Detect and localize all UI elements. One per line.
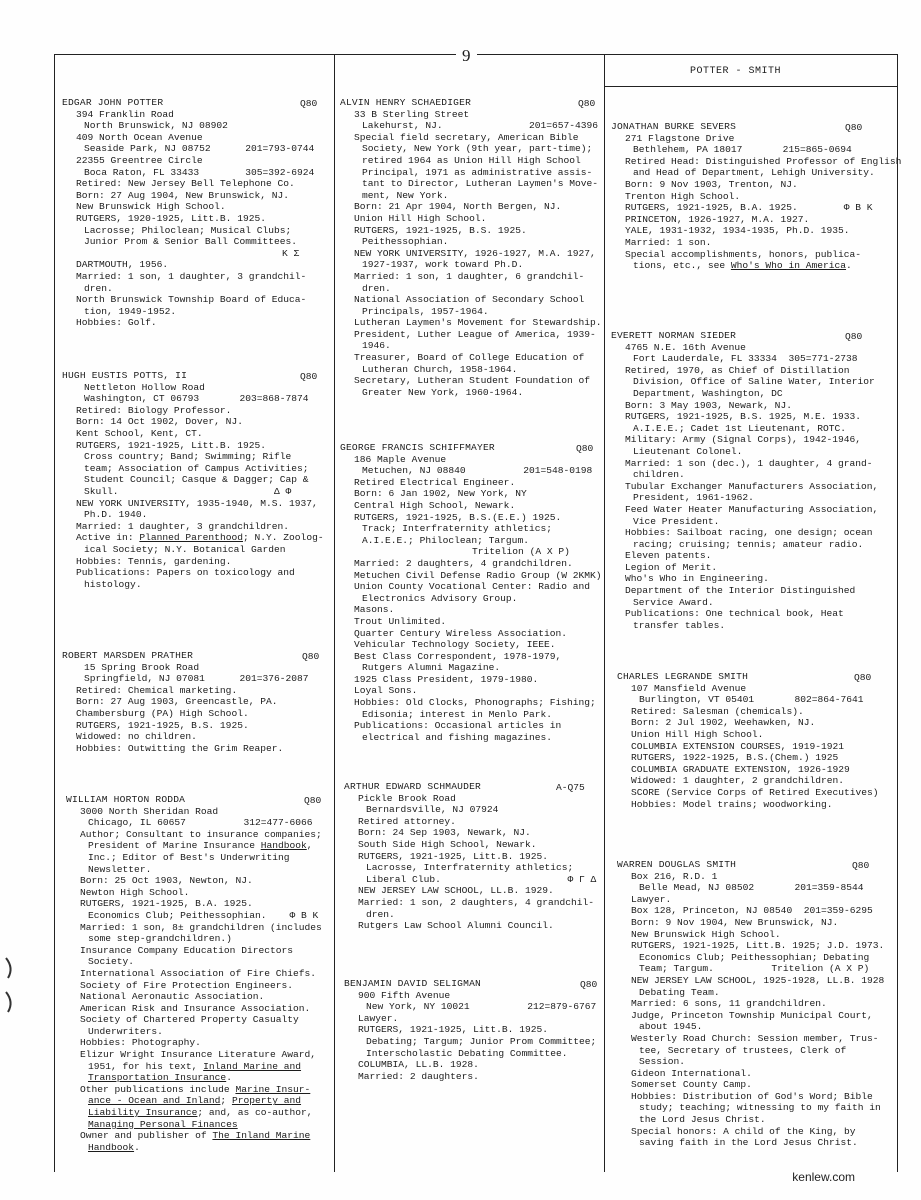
entry-line: tions, etc., see Who's Who in America.	[633, 260, 852, 272]
entry-line: Belle Mead, NJ 08502 201=359-8544	[639, 882, 864, 894]
entry-line: Springfield, NJ 07081 201=376-2087	[84, 673, 309, 685]
entry-name: WARREN DOUGLAS SMITH	[617, 859, 737, 870]
entry-line: Hobbies: Model trains; woodworking.	[631, 798, 833, 810]
entry-line: Vehicular Technology Society, IEEE.	[354, 639, 556, 651]
entry-line: Lutheran Laymen's Movement for Stewardship.	[354, 317, 602, 329]
entry-line: North Brunswick, NJ 08902	[84, 120, 228, 132]
entry-line: Union Hill High School.	[354, 212, 487, 224]
entry-line: Lawyer.	[631, 893, 672, 905]
entry-line: Nettleton Hollow Road	[84, 381, 205, 393]
entry-sieder-everett	[611, 330, 878, 631]
class-code: Q80	[580, 979, 598, 990]
entry-line: Inc.; Editor of Best's Underwriting	[88, 851, 290, 863]
entry-line: Department, Washington, DC	[633, 387, 783, 399]
entry-line: Secretary, Lutheran Student Foundation of	[354, 375, 591, 387]
entry-line: Married: 1 son (dec.), 1 daughter, 4 grand-	[625, 457, 873, 469]
entry-line: Westerly Road Church: Session member, Trus-	[631, 1032, 879, 1044]
entry-line: Hobbies: Golf.	[76, 317, 157, 329]
watermark: kenlew.com	[792, 1170, 855, 1184]
entry-name: HUGH EUSTIS POTTS, II	[62, 370, 188, 381]
entry-line: Handbook.	[88, 1141, 140, 1153]
entry-line: Tritelion (A X P)	[472, 546, 570, 558]
binding-mark-2	[6, 992, 11, 1012]
entry-line: and Head of Department, Lehigh University.	[633, 167, 875, 179]
entry-line: Born: 9 Nov 1904, New Brunswick, NJ.	[631, 916, 839, 928]
entry-line: 15 Spring Brook Road	[84, 661, 200, 673]
entry-line: Central High School, Newark.	[354, 499, 516, 511]
entry-line: Underwriters.	[88, 1025, 163, 1037]
entry-seligman-benjamin	[344, 978, 596, 1082]
entry-line: Box 128, Princeton, NJ 08540 201=359-6295	[631, 905, 873, 917]
entry-line: Chambersburg (PA) High School.	[76, 707, 249, 719]
entry-line: Feed Water Heater Manufacturing Association,	[625, 503, 879, 515]
entry-line: Division, Office of Saline Water, Interior	[633, 376, 875, 388]
entry-schmauder-arthur	[344, 781, 596, 932]
entry-line: 1927-1937, work toward Ph.D.	[362, 259, 524, 271]
entry-name: JONATHAN BURKE SEVERS	[611, 121, 737, 132]
entry-line: 394 Franklin Road	[76, 108, 174, 120]
running-head: POTTER - SMITH	[690, 66, 782, 77]
entry-line: 107 Mansfield Avenue	[631, 682, 747, 694]
entry-potts-hugh	[62, 370, 324, 590]
entry-line: Born: 6 Jan 1902, New York, NY	[354, 488, 527, 500]
entry-line: Special accomplishments, honors, publica-	[625, 248, 862, 260]
entry-line: Economics Club; Peithessophian. Φ B K	[88, 909, 319, 921]
entry-line: Legion of Merit.	[625, 561, 718, 573]
entry-line: K Σ	[282, 247, 300, 259]
entry-line: YALE, 1931-1932, 1934-1935, Ph.D. 1935.	[625, 225, 850, 237]
class-code: Q80	[302, 651, 320, 662]
entry-line: Lutheran Church, 1958-1964.	[362, 363, 518, 375]
entry-line: RUTGERS, 1921-1925, B.S. 1925.	[76, 719, 249, 731]
entry-line: retired 1964 as Union Hill High School	[362, 154, 581, 166]
entry-line: Lacrosse; Philoclean; Musical Clubs;	[84, 224, 292, 236]
entry-line: Principals, 1957-1964.	[362, 305, 489, 317]
entry-line: Newsletter.	[88, 863, 152, 875]
entry-line: Metuchen Civil Defense Radio Group (W 2KMK)	[354, 569, 602, 581]
entry-line: study; teaching; witnessing to my faith in	[639, 1102, 881, 1114]
entry-line: Publications: One technical book, Heat	[625, 608, 844, 620]
entry-line: Lacrosse, Interfraternity athletics;	[366, 862, 574, 874]
entry-line: RUTGERS, 1921-1925, Litt.B. 1925; J.D. 1973.	[631, 940, 885, 952]
class-code: Q80	[300, 98, 318, 109]
entry-line: ical Society; N.Y. Botanical Garden	[84, 543, 286, 555]
entry-line: ance - Ocean and Inland; Property and	[88, 1095, 302, 1107]
entry-line: Special honors: A child of the King, by	[631, 1125, 856, 1137]
entry-line: NEW YORK UNIVERSITY, 1926-1927, M.A. 1927,	[354, 247, 596, 259]
entry-line: Trout Unlimited.	[354, 615, 447, 627]
entry-line: Washington, CT 06793 203=868-7874	[84, 393, 309, 405]
class-code: Q80	[304, 795, 322, 806]
entry-line: Lawyer.	[358, 1012, 399, 1024]
entry-line: Union County Vocational Center: Radio and	[354, 581, 591, 593]
entry-line: Retired Head: Distinguished Professor of English	[625, 155, 902, 167]
entry-line: New York, NY 10021 212=879-6767	[366, 1001, 597, 1013]
entry-name: ALVIN HENRY SCHAEDIGER	[340, 97, 472, 108]
entry-line: Skull. Δ Φ	[84, 485, 292, 497]
page-edge-left	[54, 54, 55, 1172]
entry-line: RUTGERS, 1921-1925, Litt.B. 1925.	[358, 1024, 548, 1036]
entry-line: Married: 1 son, 2 daughters, 4 grandchil-	[358, 896, 595, 908]
entry-line: 271 Flagstone Drive	[625, 132, 735, 144]
entry-line: Married: 2 daughters.	[358, 1070, 479, 1082]
entry-line: Born: 24 Sep 1903, Newark, NJ.	[358, 827, 531, 839]
entry-line: Managing Personal Finances	[88, 1118, 238, 1130]
entry-line: Burlington, VT 05401 802=864-7641	[639, 694, 864, 706]
entry-line: PRINCETON, 1926-1927, M.A. 1927.	[625, 213, 810, 225]
entry-rodda-william	[66, 794, 322, 1153]
entry-line: Born: 21 Apr 1904, North Bergen, NJ.	[354, 201, 562, 213]
entry-line: Metuchen, NJ 08840 201=548-0198	[362, 465, 593, 477]
class-code: Q80	[578, 98, 596, 109]
entry-line: Hobbies: Distribution of God's Word; Bible	[631, 1090, 873, 1102]
entry-line: dren.	[84, 282, 113, 294]
entry-line: Hobbies: Outwitting the Grim Reaper.	[76, 742, 284, 754]
entry-line: Session.	[639, 1056, 686, 1068]
entry-line: Retired attorney.	[358, 815, 456, 827]
entry-line: Retired: Biology Professor.	[76, 404, 232, 416]
entry-smith-warren	[617, 859, 884, 1149]
entry-line: Active in: Planned Parenthood; N.Y. Zoolog-	[76, 532, 324, 544]
entry-severs-jonathan	[611, 121, 901, 272]
entry-line: Society.	[88, 956, 135, 968]
entry-line: Special field secretary, American Bible	[354, 131, 579, 143]
entry-line: RUTGERS, 1921-1925, B.S. 1925.	[354, 224, 527, 236]
entry-line: Best Class Correspondent, 1978-1979,	[354, 650, 562, 662]
entry-line: the Lord Jesus Christ.	[639, 1114, 766, 1126]
entry-line: Debating; Targum; Junior Prom Committee;	[366, 1035, 597, 1047]
entry-schiffmayer-george	[340, 442, 602, 743]
entry-line: RUTGERS, 1921-1925, B.S.(E.E.) 1925.	[354, 511, 562, 523]
entry-smith-charles	[617, 671, 879, 810]
entry-line: 33 B Sterling Street	[354, 108, 470, 120]
entry-line: COLUMBIA, LL.B. 1928.	[358, 1059, 479, 1071]
entry-line: American Risk and Insurance Association.	[80, 1002, 311, 1014]
entry-line: RUTGERS, 1921-1925, Litt.B. 1925.	[358, 850, 548, 862]
entry-line: Quarter Century Wireless Association.	[354, 627, 568, 639]
entry-line: Interscholastic Debating Committee.	[366, 1047, 568, 1059]
entry-line: Retired Electrical Engineer.	[354, 476, 516, 488]
entry-line: President, Luther League of America, 1939-	[354, 328, 596, 340]
entry-line: 1951, for his text, Inland Marine and	[88, 1060, 302, 1072]
entry-line: children.	[633, 469, 685, 481]
entry-line: Military: Army (Signal Corps), 1942-1946,	[625, 434, 862, 446]
entry-line: A.I.E.E.; Cadet 1st Lieutenant, ROTC.	[633, 422, 847, 434]
class-code: A-Q75	[556, 782, 585, 793]
entry-line: team; Association of Campus Activities;	[84, 462, 309, 474]
entry-line: electrical and fishing magazines.	[362, 731, 552, 743]
entry-line: Widowed: no children.	[76, 731, 197, 743]
entry-line: Student Council; Casque & Dagger; Cap &	[84, 474, 309, 486]
entry-line: South Side High School, Newark.	[358, 838, 537, 850]
entry-line: Publications: Papers on toxicology and	[76, 567, 295, 579]
entry-line: Vice President.	[633, 515, 720, 527]
entry-line: RUTGERS, 1920-1925, Litt.B. 1925.	[76, 212, 266, 224]
entry-line: Born: 3 May 1903, Newark, NJ.	[625, 399, 792, 411]
entry-line: Treasurer, Board of College Education of	[354, 352, 585, 364]
entry-line: Society of Chartered Property Casualty	[80, 1014, 299, 1026]
entry-line: Principal, 1971 as administrative assis-	[362, 166, 593, 178]
entry-line: Born: 2 Jul 1902, Weehawken, NJ.	[631, 717, 816, 729]
entry-line: Ph.D. 1940.	[84, 509, 148, 521]
entry-line: histology.	[84, 578, 142, 590]
entry-line: New Brunswick High School.	[631, 928, 781, 940]
entry-line: Masons.	[354, 604, 395, 616]
entry-line: Born: 9 Nov 1903, Trenton, NJ.	[625, 178, 798, 190]
entry-line: Hobbies: Photography.	[80, 1037, 201, 1049]
entry-line: Married: 1 son, 8± grandchildren (includes	[80, 921, 322, 933]
entry-line: Judge, Princeton Township Municipal Court,	[631, 1009, 873, 1021]
entry-line: Widowed: 1 daughter, 2 grandchildren.	[631, 775, 845, 787]
entry-line: Hobbies: Tennis, gardening.	[76, 555, 232, 567]
entry-line: Transportation Insurance.	[88, 1072, 232, 1084]
entry-line: Insurance Company Education Directors	[80, 944, 294, 956]
entry-line: Rutgers Alumni Magazine.	[362, 662, 501, 674]
entry-line: New Brunswick High School.	[76, 201, 226, 213]
entry-schaediger-alvin	[340, 97, 602, 398]
entry-name: GEORGE FRANCIS SCHIFFMAYER	[340, 442, 495, 453]
entry-line: 1946.	[362, 340, 391, 352]
entry-name: CHARLES LEGRANDE SMITH	[617, 671, 749, 682]
entry-line: DARTMOUTH, 1956.	[76, 259, 169, 271]
entry-line: tee, Secretary of trustees, Clerk of	[639, 1044, 847, 1056]
entry-line: NEW YORK UNIVERSITY, 1935-1940, M.S. 1937,	[76, 497, 318, 509]
entry-line: Junior Prom & Senior Ball Committees.	[84, 236, 298, 248]
entry-line: 186 Maple Avenue	[354, 453, 447, 465]
entry-line: Kent School, Kent, CT.	[76, 427, 203, 439]
entry-line: Retired: Chemical marketing.	[76, 684, 238, 696]
entry-line: Bernardsville, NJ 07924	[366, 804, 499, 816]
entry-line: Society of Fire Protection Engineers.	[80, 979, 294, 991]
entry-line: Fort Lauderdale, FL 33334 305=771-2738	[633, 353, 858, 365]
class-code: Q80	[854, 672, 872, 683]
entry-line: Eleven patents.	[625, 550, 712, 562]
entry-line: Seaside Park, NJ 08752 201=793-0744	[84, 143, 315, 155]
entry-line: Peithessophian.	[362, 236, 449, 248]
entry-line: Married: 2 daughters, 4 grandchildren.	[354, 557, 573, 569]
column-rule-left	[334, 54, 335, 1172]
entry-line: Liability Insurance; and, as co-author,	[88, 1107, 313, 1119]
entry-prather-robert	[62, 650, 320, 754]
entry-line: Newton High School.	[80, 886, 190, 898]
entry-line: dren.	[366, 908, 395, 920]
entry-line: National Aeronautic Association.	[80, 991, 265, 1003]
entry-line: Other publications include Marine Insur-	[80, 1083, 311, 1095]
entry-name: ROBERT MARSDEN PRATHER	[62, 650, 194, 661]
entry-line: Edisonia; interest in Menlo Park.	[362, 708, 552, 720]
entry-line: Married: 1 son.	[625, 236, 712, 248]
entry-line: some step-grandchildren.)	[88, 933, 232, 945]
entry-line: Tubular Exchanger Manufacturers Association,	[625, 480, 879, 492]
entry-line: Debating Team.	[639, 986, 720, 998]
entry-line: Married: 6 sons, 11 grandchildren.	[631, 998, 827, 1010]
entry-line: saving faith in the Lord Jesus Christ.	[639, 1137, 858, 1149]
entry-line: National Association of Secondary School	[354, 294, 585, 306]
entry-line: Married: 1 daughter, 3 grandchildren.	[76, 520, 290, 532]
entry-line: Team; Targum. Tritelion (A X P)	[639, 963, 870, 975]
entry-line: Boca Raton, FL 33433 305=392-6924	[84, 166, 315, 178]
entry-line: transfer tables.	[633, 619, 726, 631]
entry-line: Lieutenant Colonel.	[633, 445, 743, 457]
entry-line: President of Marine Insurance Handbook,	[88, 840, 313, 852]
entry-line: 3000 North Sheridan Road	[80, 805, 219, 817]
entry-line: Trenton High School.	[625, 190, 741, 202]
entry-line: North Brunswick Township Board of Educa-	[76, 294, 307, 306]
entry-line: Pickle Brook Road	[358, 792, 456, 804]
entry-line: Cross country; Band; Swimming; Rifle	[84, 451, 292, 463]
entry-potter-edgar	[62, 97, 318, 329]
entry-line: SCORE (Service Corps of Retired Executives)	[631, 786, 879, 798]
binding-mark-1	[6, 958, 11, 978]
entry-line: Publications: Occasional articles in	[354, 720, 562, 732]
entry-line: NEW JERSEY LAW SCHOOL, LL.B. 1929.	[358, 885, 554, 897]
entry-line: Rutgers Law School Alumni Council.	[358, 920, 554, 932]
entry-line: Married: 1 son, 1 daughter, 6 grandchil-	[354, 270, 585, 282]
entry-name: EVERETT NORMAN SIEDER	[611, 330, 737, 341]
entry-line: Retired: Salesman (chemicals).	[631, 705, 804, 717]
class-code: Q80	[852, 860, 870, 871]
entry-line: Who's Who in Engineering.	[625, 573, 769, 585]
entry-line: dren.	[362, 282, 391, 294]
entry-line: A.I.E.E.; Philoclean; Targum.	[362, 534, 529, 546]
entry-line: Society, New York (9th year, part-time);	[362, 143, 593, 155]
entry-line: Born: 25 Oct 1903, Newton, NJ.	[80, 875, 253, 887]
entry-line: COLUMBIA GRADUATE EXTENSION, 1926-1929	[631, 763, 850, 775]
entry-line: tant to Director, Lutheran Laymen's Move-	[362, 178, 599, 190]
head-underline	[604, 86, 898, 87]
entry-line: ment, New York.	[362, 189, 449, 201]
entry-line: racing; cruising; tennis; amateur radio.	[633, 538, 864, 550]
entry-line: Liberal Club. Φ Γ Δ	[366, 873, 597, 885]
entry-line: Lakehurst, NJ. 201=657-4396	[362, 120, 599, 132]
entry-line: tion, 1949-1952.	[84, 305, 177, 317]
entry-line: President, 1961-1962.	[633, 492, 754, 504]
entry-line: Hobbies: Old Clocks, Phonographs; Fishing;	[354, 697, 596, 709]
entry-line: RUTGERS, 1921-1925, B.A. 1925.	[80, 898, 253, 910]
entry-line: Born: 14 Oct 1902, Dover, NJ.	[76, 416, 243, 428]
entry-line: RUTGERS, 1921-1925, B.S. 1925, M.E. 1933.	[625, 411, 862, 423]
class-code: Q80	[845, 122, 863, 133]
entry-line: 900 Fifth Avenue	[358, 989, 451, 1001]
entry-line: Loyal Sons.	[354, 685, 418, 697]
entry-line: Economics Club; Peithessophian; Debating	[639, 951, 870, 963]
class-code: Q80	[845, 331, 863, 342]
entry-line: Married: 1 son, 1 daughter, 3 grandchil-	[76, 270, 307, 282]
entry-line: Elizur Wright Insurance Literature Award,	[80, 1049, 317, 1061]
entry-name: BENJAMIN DAVID SELIGMAN	[344, 978, 482, 989]
entry-line: 22355 Greentree Circle	[76, 154, 203, 166]
entry-line: Service Award.	[633, 596, 714, 608]
entry-line: Bethlehem, PA 18017 215=865-0694	[633, 144, 852, 156]
entry-line: Hobbies: Sailboat racing, one design; ocean	[625, 527, 873, 539]
entry-line: RUTGERS, 1921-1925, B.A. 1925. Φ B K	[625, 202, 873, 214]
column-rule-right	[604, 54, 605, 1172]
entry-name: WILLIAM HORTON RODDA	[66, 794, 186, 805]
entry-line: about 1945.	[639, 1021, 703, 1033]
entry-line: 1925 Class President, 1979-1980.	[354, 673, 539, 685]
entry-line: Retired, 1970, as Chief of Distillation	[625, 364, 850, 376]
entry-line: Author; Consultant to insurance companies;	[80, 828, 322, 840]
entry-line: Track; Interfraternity athletics;	[362, 523, 552, 535]
entry-line: Owner and publisher of The Inland Marine	[80, 1130, 311, 1142]
entry-line: Born: 27 Aug 1904, New Brunswick, NJ.	[76, 189, 290, 201]
entry-line: Box 216, R.D. 1	[631, 870, 718, 882]
entry-line: RUTGERS, 1921-1925, Litt.B. 1925.	[76, 439, 266, 451]
entry-line: NEW JERSEY LAW SCHOOL, 1925-1928, LL.B. 1928	[631, 974, 885, 986]
entry-line: 409 North Ocean Avenue	[76, 131, 203, 143]
entry-line: Greater New York, 1960-1964.	[362, 386, 524, 398]
page-number: 9	[456, 46, 477, 66]
entry-line: Retired: New Jersey Bell Telephone Co.	[76, 178, 295, 190]
entry-line: Electronics Advisory Group.	[362, 592, 518, 604]
entry-line: Union Hill High School.	[631, 728, 764, 740]
entry-line: Gideon International.	[631, 1067, 752, 1079]
entry-line: COLUMBIA EXTENSION COURSES, 1919-1921	[631, 740, 845, 752]
entry-line: Somerset County Camp.	[631, 1079, 752, 1091]
entry-name: EDGAR JOHN POTTER	[62, 97, 164, 108]
class-code: Q80	[300, 371, 318, 382]
entry-line: RUTGERS, 1922-1925, B.S.(Chem.) 1925	[631, 752, 839, 764]
class-code: Q80	[576, 443, 594, 454]
scan-binding-marks	[0, 950, 20, 1030]
entry-line: International Association of Fire Chiefs.	[80, 967, 317, 979]
entry-name: ARTHUR EDWARD SCHMAUDER	[344, 781, 482, 792]
entry-line: Chicago, IL 60657 312=477-6066	[88, 817, 313, 829]
entry-line: 4765 N.E. 16th Avenue	[625, 341, 746, 353]
entry-line: Born: 27 Aug 1903, Greencastle, PA.	[76, 696, 278, 708]
entry-line: Department of the Interior Distinguished	[625, 585, 856, 597]
